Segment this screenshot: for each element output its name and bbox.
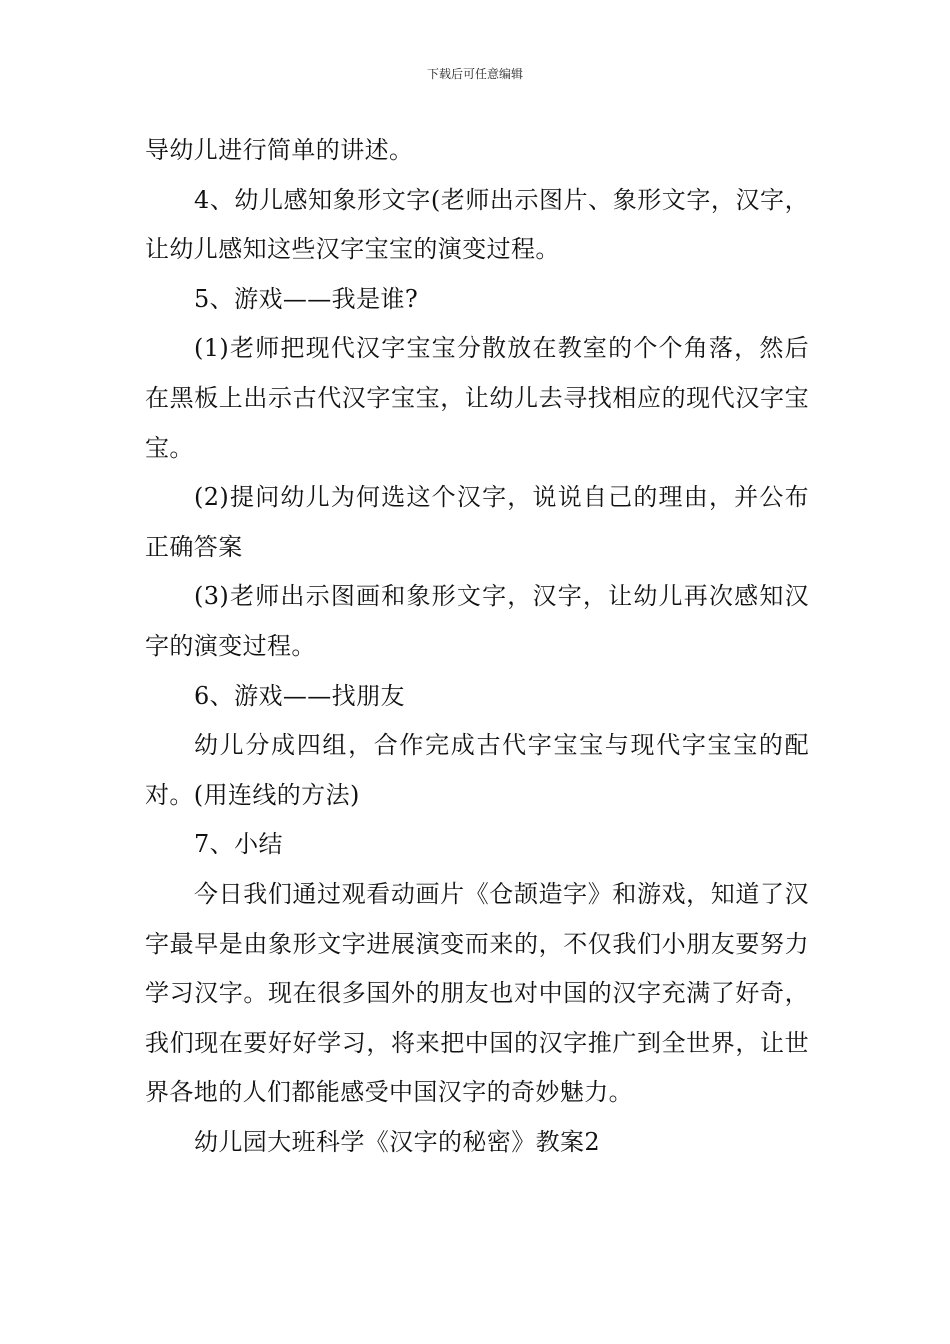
section-title: 幼儿园大班科学《汉字的秘密》教案2 xyxy=(194,1127,601,1156)
paragraph: 5、游戏——我是谁? xyxy=(194,284,419,313)
paragraph: 今日我们通过观看动画片《仓颉造字》和游戏，知道了汉字最早是由象形文字进展演变而来的，不仅我们小朋友要努力学习汉字。现在很多国外的朋友也对中国的汉字充满了好奇，我们现在要好好学习，将来把中国的汉字推广到全世界，让世界各地的人们都能感受中国汉字的奇妙魅力。 xyxy=(145,879,809,1107)
paragraph: 导幼儿进行简单的讲述。 xyxy=(145,136,414,164)
paragraph: (1)老师把现代汉字宝宝分散放在教室的个个角落，然后在黑板上出示古代汉字宝宝，让幼儿去寻找相应的现代汉字宝宝。 xyxy=(145,334,809,462)
paragraph: 7、小结 xyxy=(194,830,283,859)
paragraph: (2)提问幼儿为何选这个汉字，说说自己的理由，并公布正确答案 xyxy=(145,483,809,561)
paragraph: (3)老师出示图画和象形文字，汉字，让幼儿再次感知汉字的演变过程。 xyxy=(145,582,809,660)
document-body xyxy=(145,126,809,1167)
page-header: 下载后可任意编辑 xyxy=(426,67,523,81)
paragraph: 4、幼儿感知象形文字(老师出示图片、象形文字，汉字，让幼儿感知这些汉字宝宝的演变过程。 xyxy=(145,185,809,264)
paragraph: 幼儿分成四组，合作完成古代字宝宝与现代字宝宝的配对。(用连线的方法) xyxy=(145,731,809,809)
paragraph: 6、游戏——找朋友 xyxy=(194,681,405,710)
